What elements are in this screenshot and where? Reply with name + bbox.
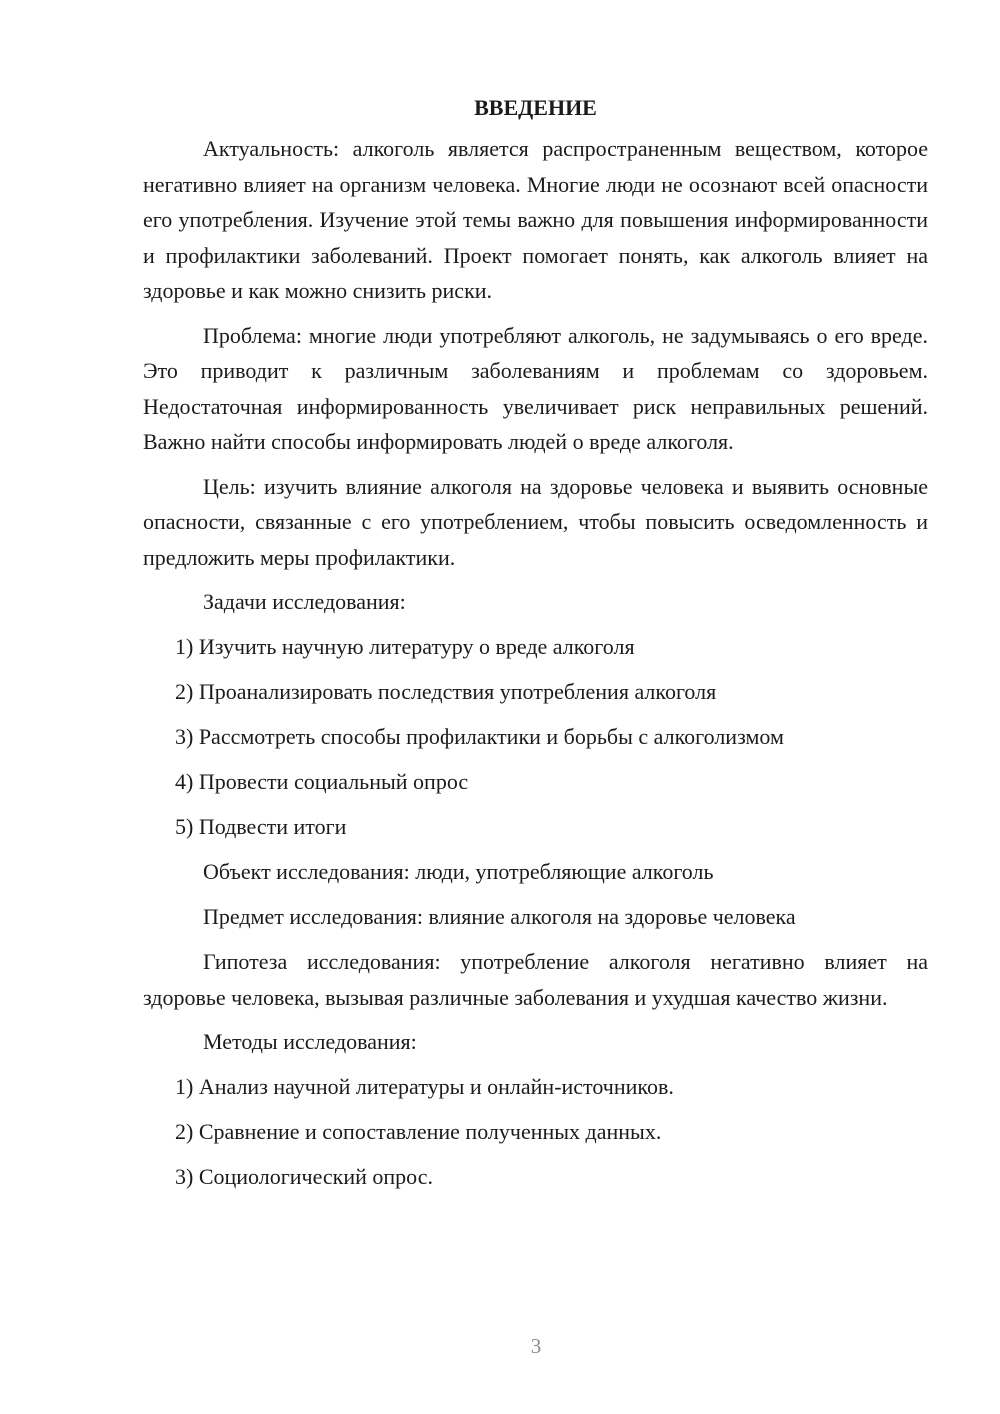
goal-paragraph: Цель: изучить влияние алкоголя на здоровье человека и выявить основные опасности, связанные с его употреблением, чтобы повысить осведомленность и предложить меры профилактики. (143, 473, 928, 570)
list-item: 3) Социологический опрос. (175, 1164, 433, 1189)
tasks-heading: Задачи исследования: (203, 589, 406, 614)
list-item: 2) Проанализировать последствия употребления алкоголя (175, 679, 717, 704)
list-item: 2) Сравнение и сопоставление полученных данных. (175, 1119, 662, 1144)
page-number: 3 (530, 1334, 542, 1358)
list-item: 1) Изучить научную литературу о вреде алкоголя (175, 634, 635, 659)
methods-heading: Методы исследования: (203, 1029, 417, 1054)
list-item: 4) Провести социальный опрос (175, 769, 469, 794)
relevance-paragraph: Актуальность: алкоголь является распространенным веществом, которое негативно влияет на организм человека. Многие люди не осознают всей опасности его употребления. Изучение этой темы важно для повышения информированности и профилактики заболеваний. Проект помогает понять, как алкоголь влияет на здоровье и как можно снизить риски. (143, 136, 928, 303)
page-title: ВВЕДЕНИЕ (474, 95, 597, 120)
document-page (143, 93, 928, 1204)
methods-list (143, 1069, 928, 1195)
list-item: 3) Рассмотреть способы профилактики и борьбы с алкоголизмом (175, 724, 784, 749)
tasks-list (143, 629, 928, 845)
subject-line: Предмет исследования: влияние алкоголя на здоровье человека (203, 904, 796, 929)
hypothesis-paragraph: Гипотеза исследования: употребление алкоголя негативно влияет на здоровье человека, вызывая различные заболевания и ухудшая качество жизни. (143, 949, 928, 1010)
list-item: 5) Подвести итоги (175, 814, 347, 839)
problem-paragraph: Проблема: многие люди употребляют алкоголь, не задумываясь о его вреде. Это приводит к различным заболеваниям и проблемам со здоровьем. Недостаточная информированность увеличивает риск неправильных решений. Важно найти способы информировать людей о вреде алкоголя. (143, 322, 928, 454)
object-line: Объект исследования: люди, употребляющие алкоголь (203, 859, 714, 884)
list-item: 1) Анализ научной литературы и онлайн-источников. (175, 1074, 674, 1099)
